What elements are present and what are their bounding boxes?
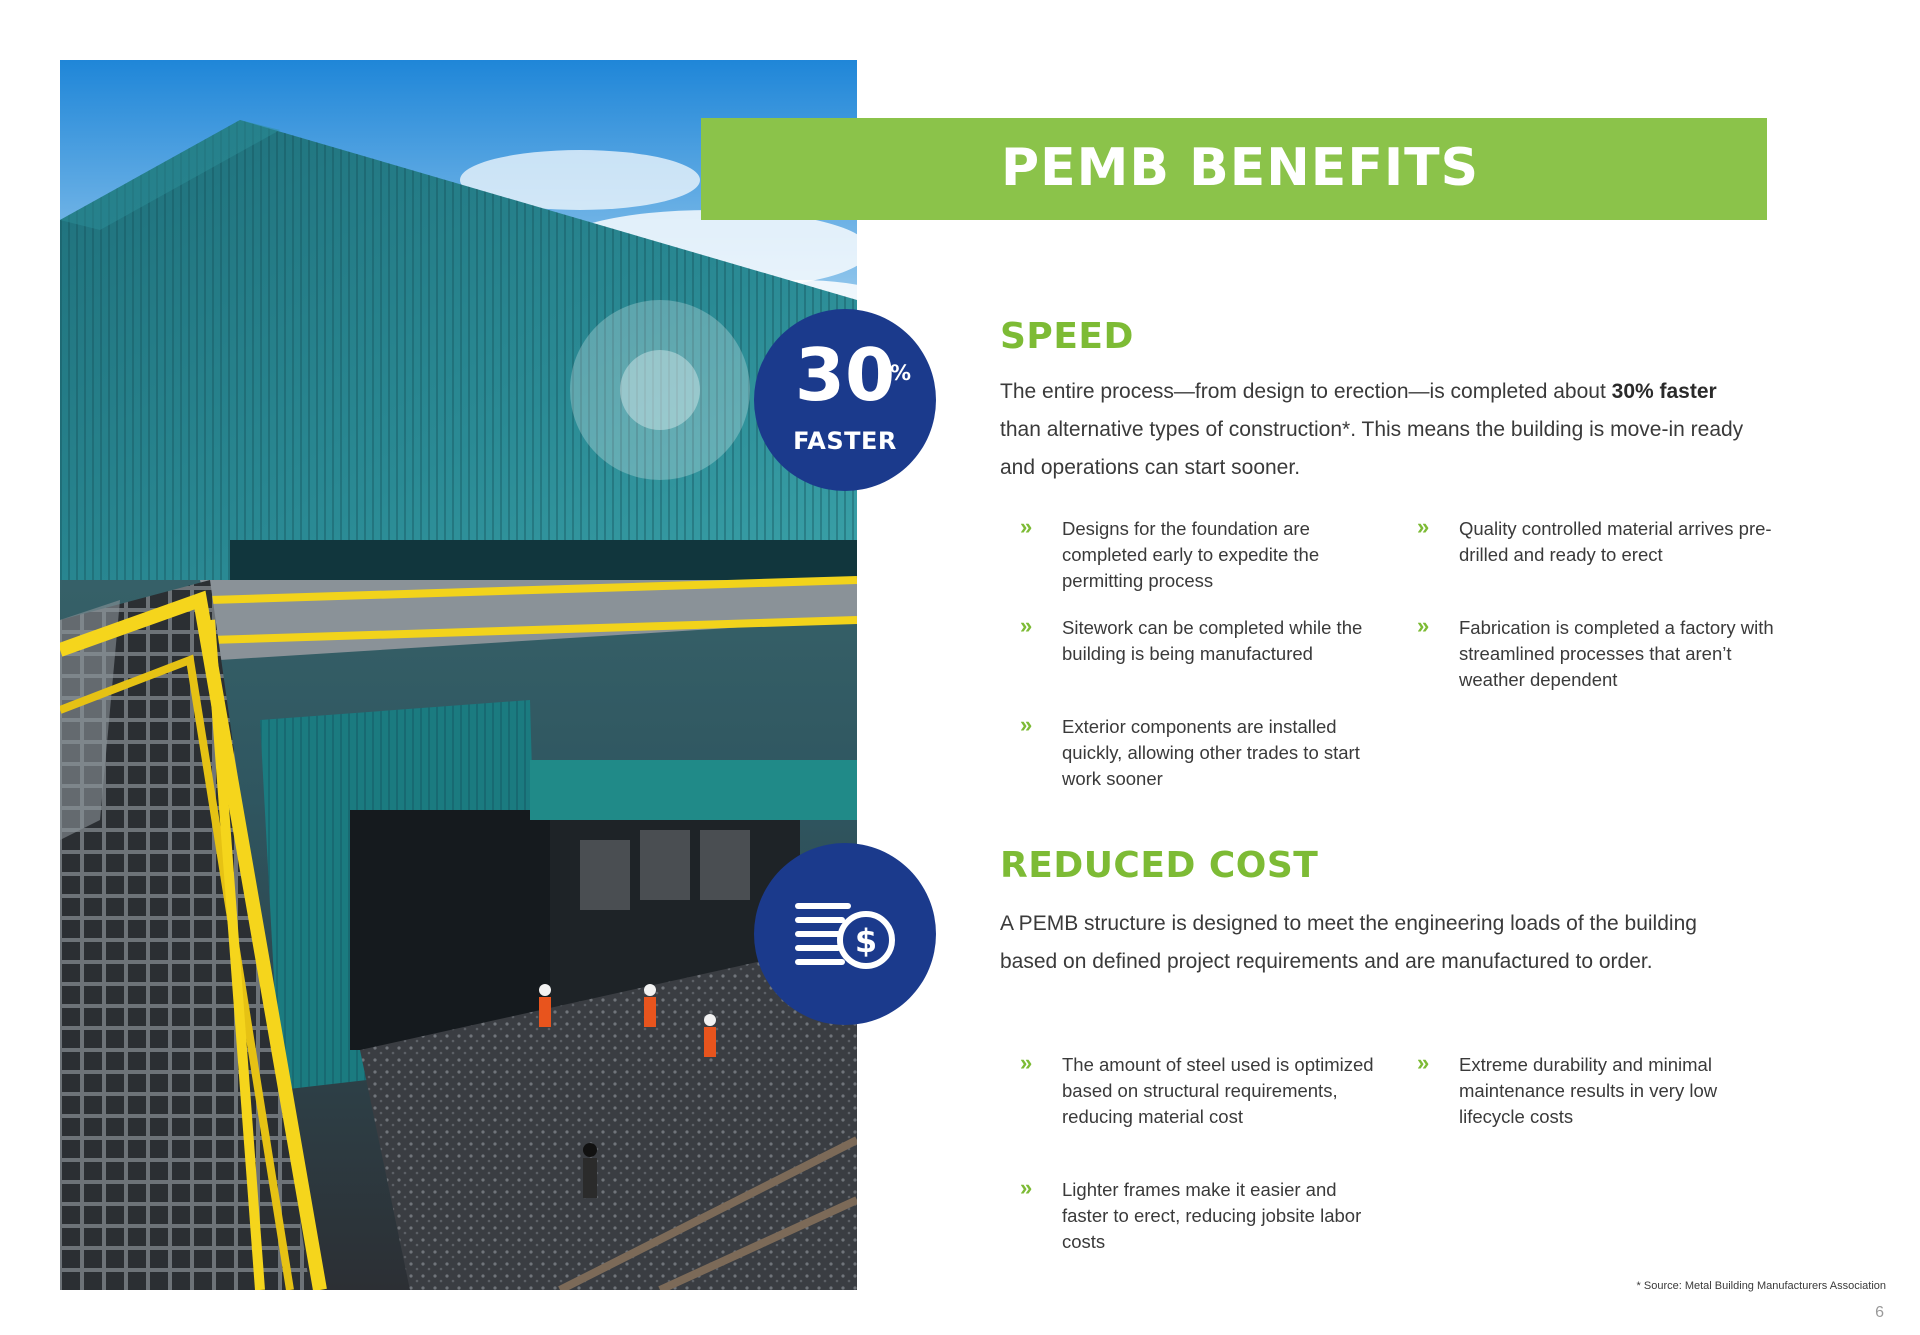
speed-bullet [1020, 613, 1382, 667]
speed-bullet-text: Quality controlled material arrives pre-drilled and ready to erect [1459, 518, 1772, 565]
cost-badge [754, 843, 936, 1025]
speed-bullet [1417, 613, 1779, 693]
speed-intro-part1: The entire process—from design to erection—is completed about [1000, 380, 1612, 403]
cost-bullet [1417, 1050, 1779, 1130]
speed-badge-number: 30 [794, 333, 896, 417]
speed-bullet [1020, 712, 1382, 792]
bullet-chevron-icon: » [1417, 1050, 1430, 1075]
speed-intro [1000, 373, 1760, 487]
bullet-chevron-icon: » [1020, 514, 1033, 539]
coins-dollar-icon [790, 888, 902, 980]
cost-bullet-text: Extreme durability and minimal maintenance results in very low lifecycle costs [1459, 1054, 1718, 1127]
svg-text:$: $ [854, 922, 878, 960]
reduced-cost-heading: REDUCED COST [1000, 845, 1319, 886]
title-banner [701, 118, 1767, 220]
bullet-chevron-icon: » [1020, 1175, 1033, 1200]
speed-bullet-text: Exterior components are installed quickly, allowing other trades to start work sooner [1062, 716, 1360, 789]
page-number: 6 [1875, 1304, 1884, 1321]
page-title: PEMB BENEFITS [1001, 138, 1480, 198]
speed-intro-bold: 30% faster [1611, 380, 1717, 403]
source-footnote: * Source: Metal Building Manufacturers Association [1636, 1280, 1886, 1292]
speed-bullet [1020, 514, 1382, 594]
speed-badge-label: FASTER [793, 427, 897, 455]
cost-bullet [1020, 1050, 1382, 1130]
speed-badge-percent: % [890, 361, 912, 385]
bullet-chevron-icon: » [1020, 712, 1033, 737]
speed-bullet [1417, 514, 1779, 568]
speed-intro-part2: than alternative types of construction*. This means the building is move-in ready and operations can start sooner. [1000, 418, 1744, 479]
bullet-chevron-icon: » [1417, 613, 1430, 638]
photo-illustration [60, 60, 857, 1290]
speed-heading: SPEED [1000, 316, 1134, 357]
industrial-building-photo [60, 60, 857, 1290]
reduced-cost-intro: A PEMB structure is designed to meet the engineering loads of the building based on defined project requirements and are manufactured to order. [1000, 912, 1697, 973]
speed-badge [754, 309, 936, 491]
speed-bullet-text: Sitework can be completed while the building is being manufactured [1062, 617, 1363, 664]
cost-bullet-text: Lighter frames make it easier and faster to erect, reducing jobsite labor costs [1062, 1179, 1362, 1252]
bullet-chevron-icon: » [1417, 514, 1430, 539]
cost-bullet [1020, 1175, 1382, 1255]
bullet-chevron-icon: » [1020, 1050, 1033, 1075]
speed-bullet-text: Designs for the foundation are completed early to expedite the permitting process [1062, 518, 1320, 591]
speed-bullet-text: Fabrication is completed a factory with streamlined processes that aren’t weather dependent [1459, 617, 1774, 690]
cost-bullet-text: The amount of steel used is optimized based on structural requirements, reducing material cost [1062, 1054, 1374, 1127]
bullet-chevron-icon: » [1020, 613, 1033, 638]
